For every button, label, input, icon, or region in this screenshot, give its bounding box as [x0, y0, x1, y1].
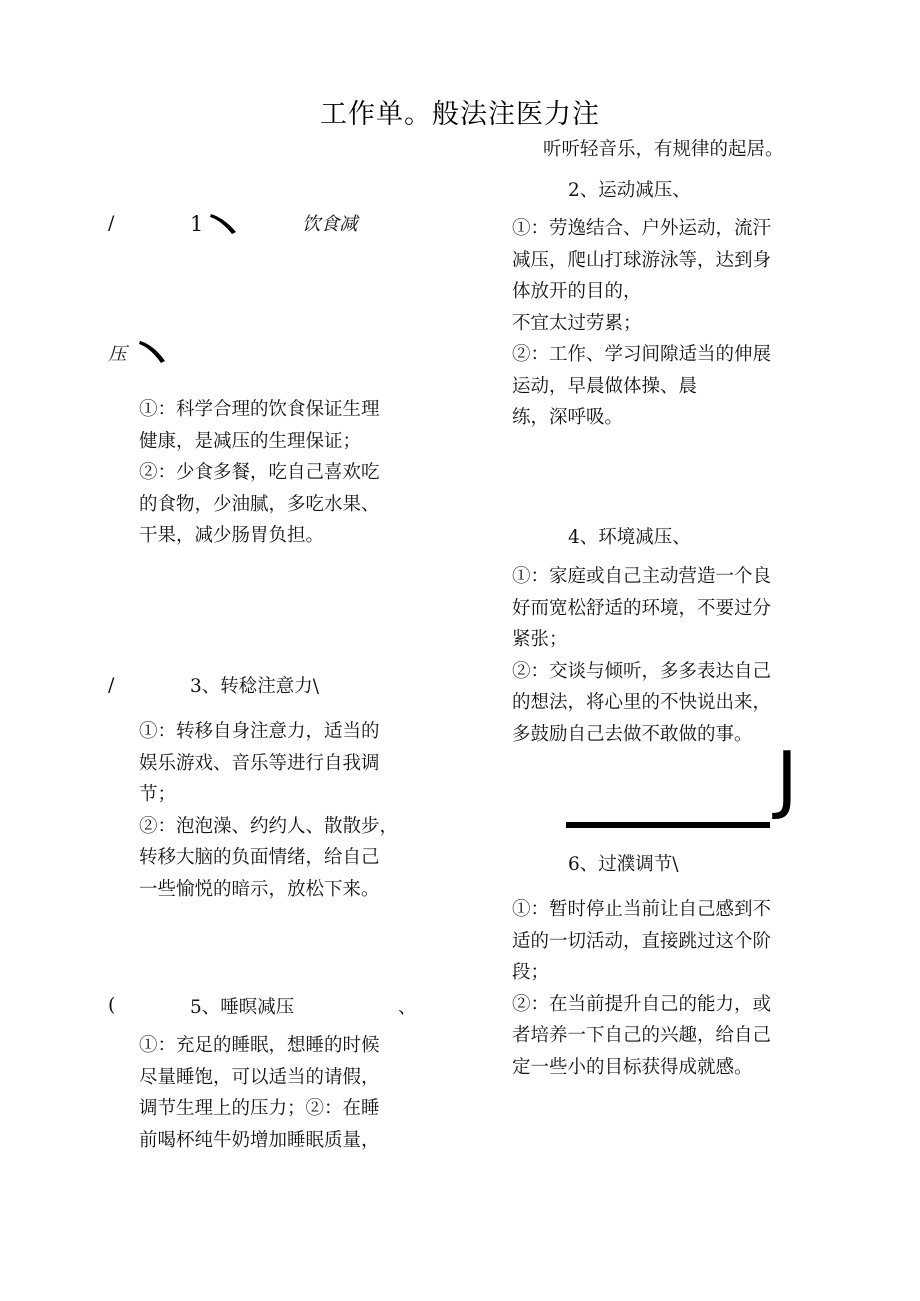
text-line: 调节生理上的压力；②：在睡	[139, 1098, 380, 1119]
text-line: ②：少食多餐，吃自己喜欢吃	[139, 462, 380, 483]
right-top-line: 听听轻音乐，有规律的起居。	[543, 139, 784, 160]
text-line: 的食物，少油腻，多吃水果、	[139, 493, 380, 515]
text-line: 运动，早晨做体操、晨	[512, 375, 698, 397]
text-line: 前喝杯纯牛奶增加睡眠质量，	[139, 1129, 380, 1151]
section2-heading: 2、运动减压、	[568, 180, 691, 201]
text-line: 转移大脑的负面情绪，给自己	[139, 847, 380, 868]
section1-slash: /	[108, 212, 115, 234]
text-line: ①：家庭或自己主动营造一个良	[512, 566, 772, 587]
text-line: 尽量睡饱，可以适当的请假，	[139, 1066, 380, 1088]
big-j-mark: J	[776, 736, 798, 822]
text-line: 多鼓励自己去做不敢做的事。	[512, 723, 753, 745]
section1-label-cont: 压	[108, 344, 127, 365]
brush-stroke-icon	[208, 210, 240, 236]
text-line: 段；	[512, 962, 550, 983]
text-line: 不宜太过劳累；	[512, 312, 642, 334]
text-line: 体放开的目的，	[512, 281, 642, 302]
text-line: 的想法，将心里的不快说出来，	[512, 692, 772, 713]
section3-heading: 3、转稔注意力\	[190, 676, 320, 697]
text-line: ①：转移自身注意力，适当的	[139, 721, 380, 742]
text-line: ②：工作、学习间隙适当的伸展	[512, 344, 772, 365]
section5-body	[139, 1030, 380, 1156]
text-line: 定一些小的目标获得成就感。	[512, 1056, 753, 1078]
text-line: 减压，爬山打球游泳等，达到身	[512, 249, 772, 271]
section1-number: 1	[190, 212, 204, 236]
text-line: 娱乐游戏、音乐等进行自我调	[139, 752, 380, 774]
text-line: ①：充足的睡眠，想睡的时候	[139, 1035, 380, 1056]
text-line: 节；	[139, 784, 177, 805]
section1-label: 饮食减	[302, 214, 358, 235]
section6-body	[512, 894, 771, 1083]
section3-body	[139, 716, 398, 905]
text-line: ①：暂时停止当前让自己感到不	[512, 899, 772, 920]
text-line: ②：交谈与倾听，多多表达自己	[512, 660, 772, 682]
page-title: 工作单。般法注医力注	[320, 99, 600, 130]
text-line: ①：科学合理的饮食保证生理	[139, 399, 380, 420]
text-line: 一些愉悦的暗示，放松下来。	[139, 878, 380, 900]
text-line: ①：劳逸结合、户外运动，流汗	[512, 218, 772, 239]
text-line: ②：泡泡澡、约约人、散散步，	[139, 815, 399, 837]
text-line: 适的一切活动，直接跳过这个阶	[512, 930, 772, 952]
brush-stroke-icon	[137, 337, 169, 365]
section1-body	[139, 394, 380, 552]
text-line: 好而宽松舒适的环境，不要过分	[512, 597, 772, 619]
section2-body	[512, 213, 771, 434]
section5-trail: 、	[398, 997, 417, 1018]
text-line: 练，深呼吸。	[512, 407, 624, 428]
section4-heading: 4、环境减压、	[568, 527, 691, 548]
section3-slash: /	[108, 674, 115, 696]
text-line: 健康，是减压的生理保证；	[139, 430, 362, 452]
text-line: 者培养一下自己的兴趣，给自己	[512, 1025, 772, 1046]
text-line: ②：在当前提升自己的能力，或	[512, 993, 772, 1015]
section5-paren: (	[108, 994, 116, 1016]
text-line: 干果，减少肠胃负担。	[139, 525, 325, 546]
text-line: 紧张；	[512, 629, 568, 650]
horizontal-rule	[566, 822, 770, 828]
section6-heading: 6、过濮调节\	[568, 854, 679, 875]
section5-heading: 5、唾暝减压	[190, 997, 295, 1018]
section4-body	[512, 561, 771, 750]
